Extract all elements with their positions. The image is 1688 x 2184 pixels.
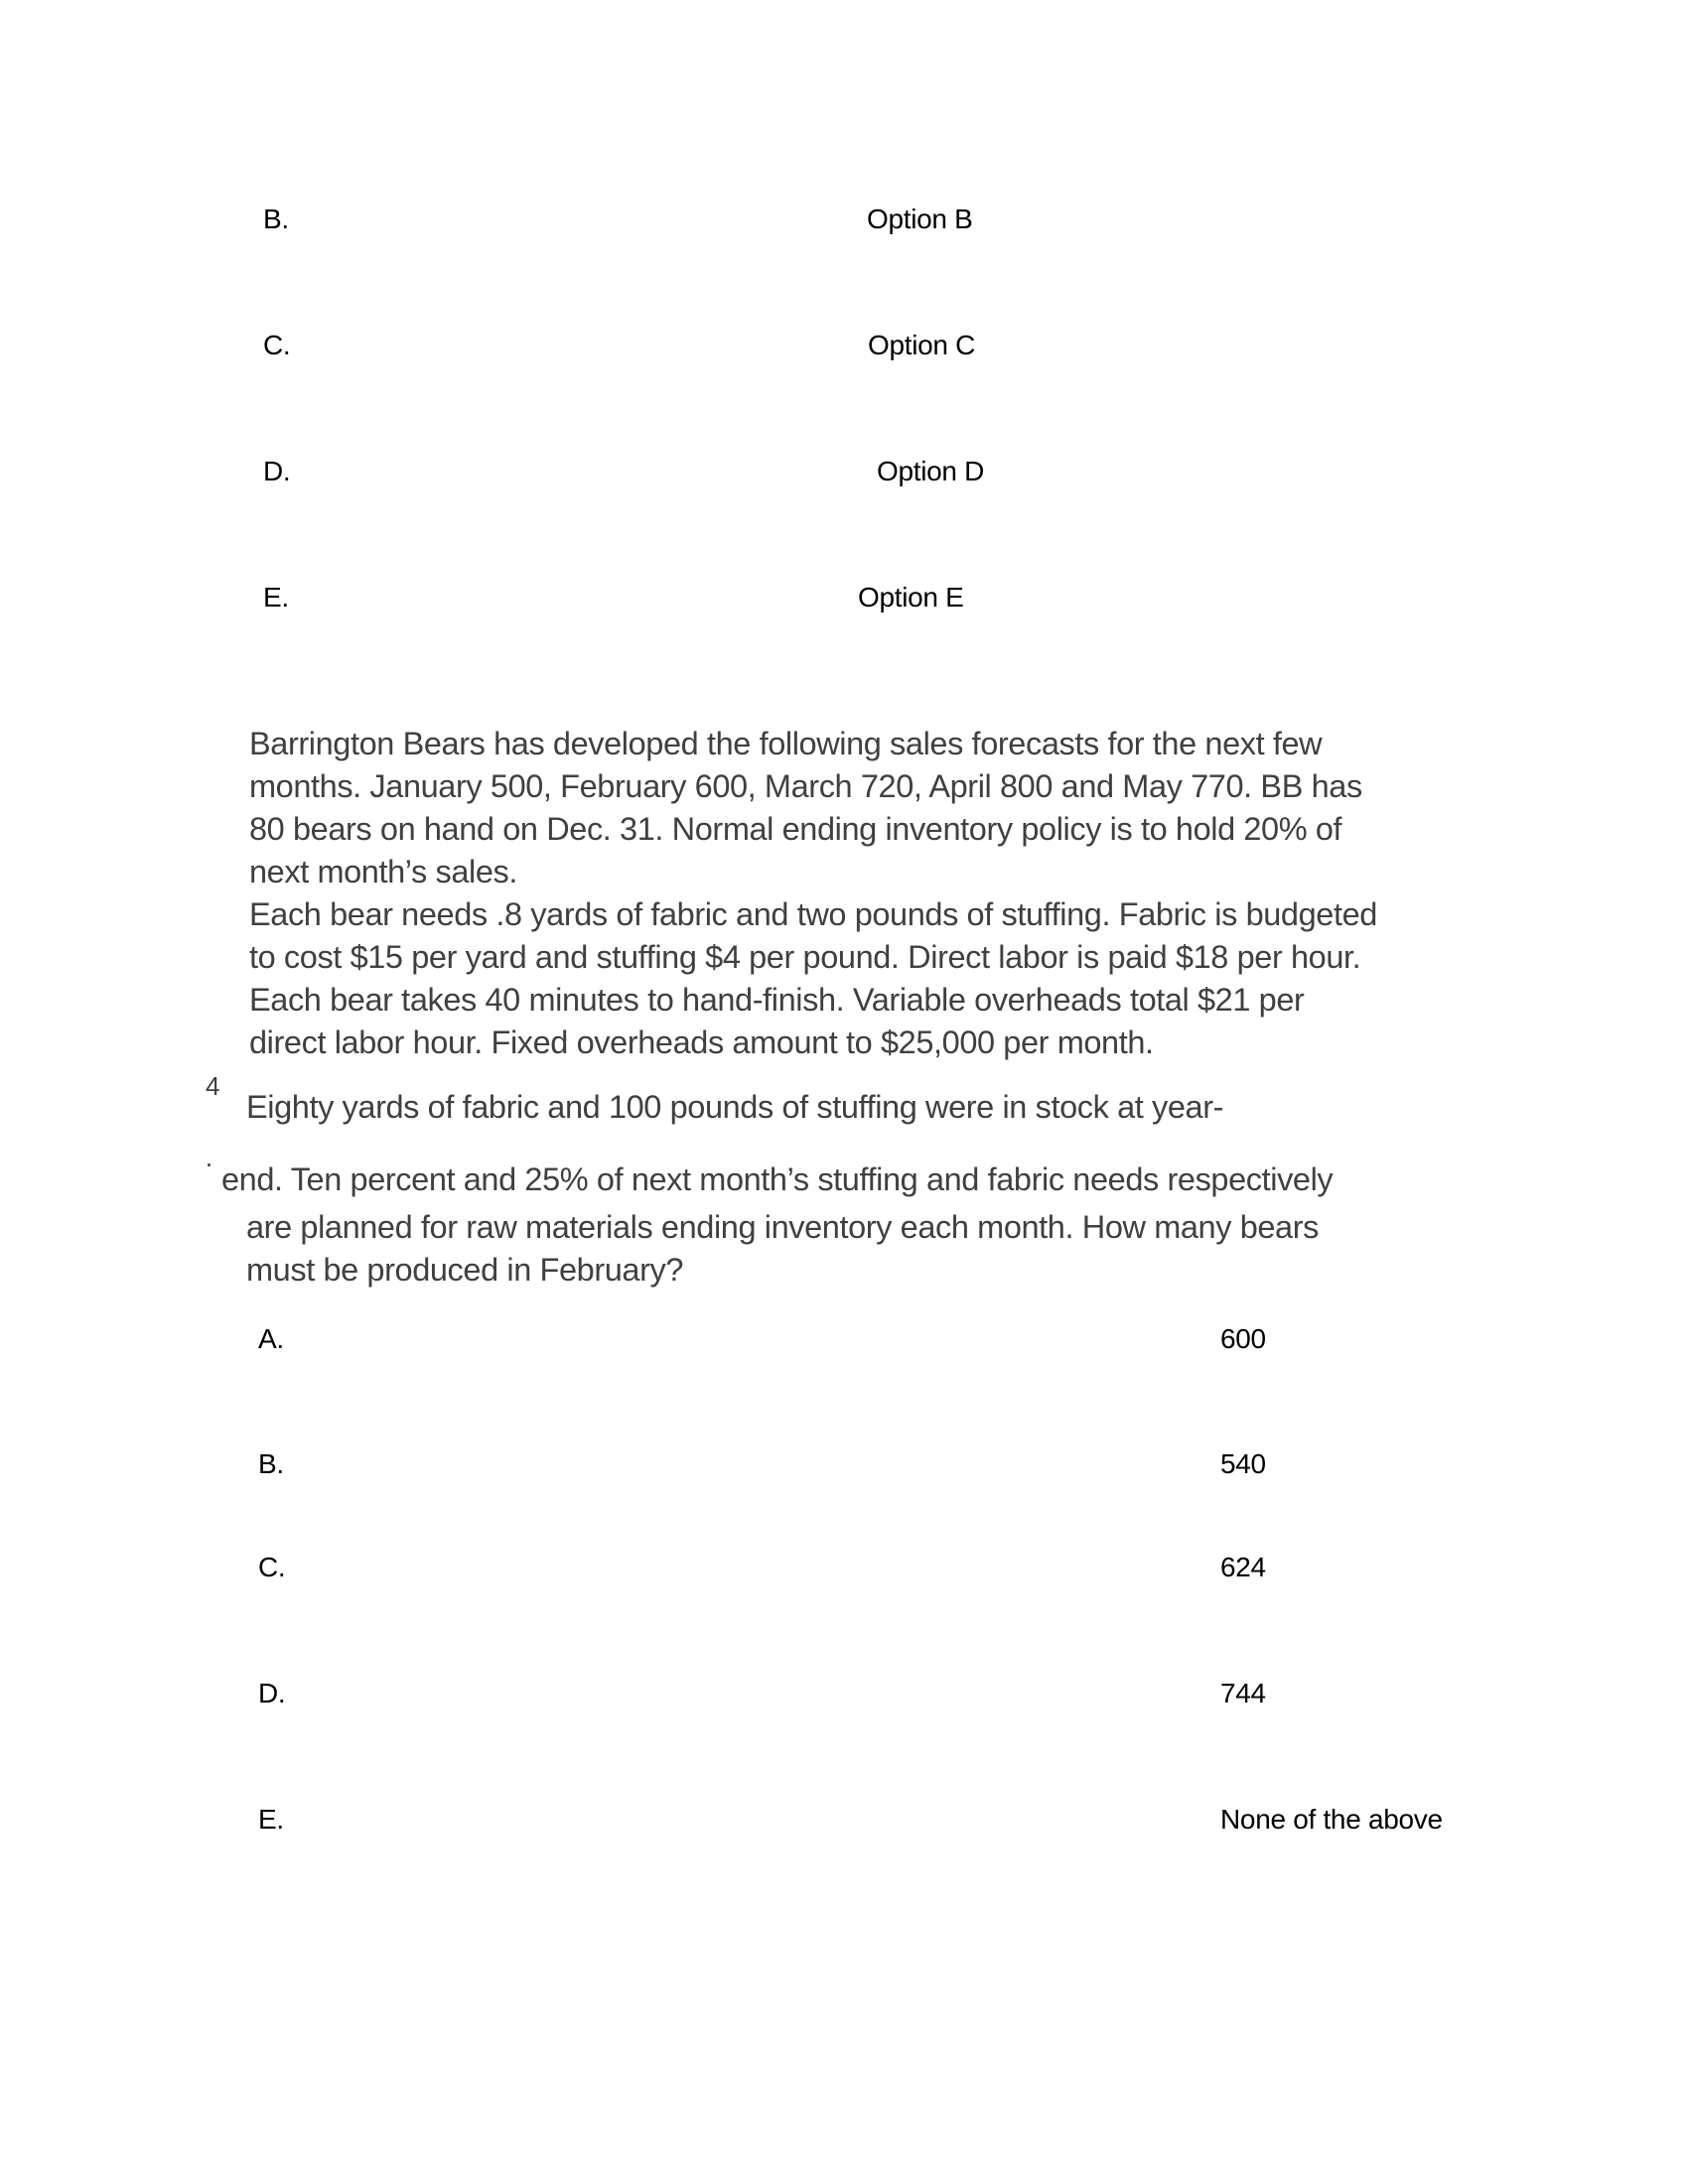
option-letter-c: C. xyxy=(263,330,291,360)
option-letter-b: B. xyxy=(263,204,289,234)
question-line: next month’s sales. xyxy=(249,854,517,889)
answer-letter-d: D. xyxy=(258,1678,286,1708)
question-paragraph xyxy=(249,723,1500,1064)
option-text-d[interactable]: Option D xyxy=(877,456,985,486)
question-line: Each bear needs .8 yards of fabric and two pounds of stuffing. Fabric is budgeted xyxy=(249,896,1377,932)
question-line: Each bear takes 40 minutes to hand-finish. Variable overheads total $21 per xyxy=(249,982,1305,1018)
option-letter-d: D. xyxy=(263,456,291,486)
answer-text-a[interactable]: 600 xyxy=(1220,1323,1266,1354)
answer-text-d[interactable]: 744 xyxy=(1220,1678,1266,1708)
question-line: must be produced in February? xyxy=(246,1252,684,1288)
answer-text-c[interactable]: 624 xyxy=(1220,1552,1266,1582)
option-text-b[interactable]: Option B xyxy=(867,204,973,234)
answer-letter-c: C. xyxy=(258,1552,286,1582)
option-text-c[interactable]: Option C xyxy=(868,330,976,360)
option-text-e[interactable]: Option E xyxy=(858,582,964,613)
question-line: are planned for raw materials ending inventory each month. How many bears xyxy=(246,1209,1319,1245)
question-line: Barrington Bears has developed the following sales forecasts for the next few xyxy=(249,726,1323,761)
question-line: months. January 500, February 600, March 720, April 800 and May 770. BB has xyxy=(249,768,1362,804)
question-number: 4 xyxy=(206,1071,220,1101)
answer-text-b[interactable]: 540 xyxy=(1220,1448,1266,1479)
answer-letter-a: A. xyxy=(258,1323,284,1354)
answer-letter-e: E. xyxy=(258,1804,284,1835)
option-letter-e: E. xyxy=(263,582,289,613)
question-line: end. Ten percent and 25% of next month’s stuffing and fabric needs respectively xyxy=(221,1161,1334,1197)
question-line: direct labor hour. Fixed overheads amount to $25,000 per month. xyxy=(249,1024,1154,1060)
answer-letter-b: B. xyxy=(258,1448,284,1479)
question-line: 80 bears on hand on Dec. 31. Normal ending inventory policy is to hold 20% of xyxy=(249,811,1342,847)
question-line: Eighty yards of fabric and 100 pounds of stuffing were in stock at year- xyxy=(246,1089,1224,1125)
question-line: to cost $15 per yard and stuffing $4 per pound. Direct labor is paid $18 per hour. xyxy=(249,939,1361,975)
stray-dot-mark xyxy=(208,1163,211,1166)
answer-text-e[interactable]: None of the above xyxy=(1220,1804,1443,1835)
